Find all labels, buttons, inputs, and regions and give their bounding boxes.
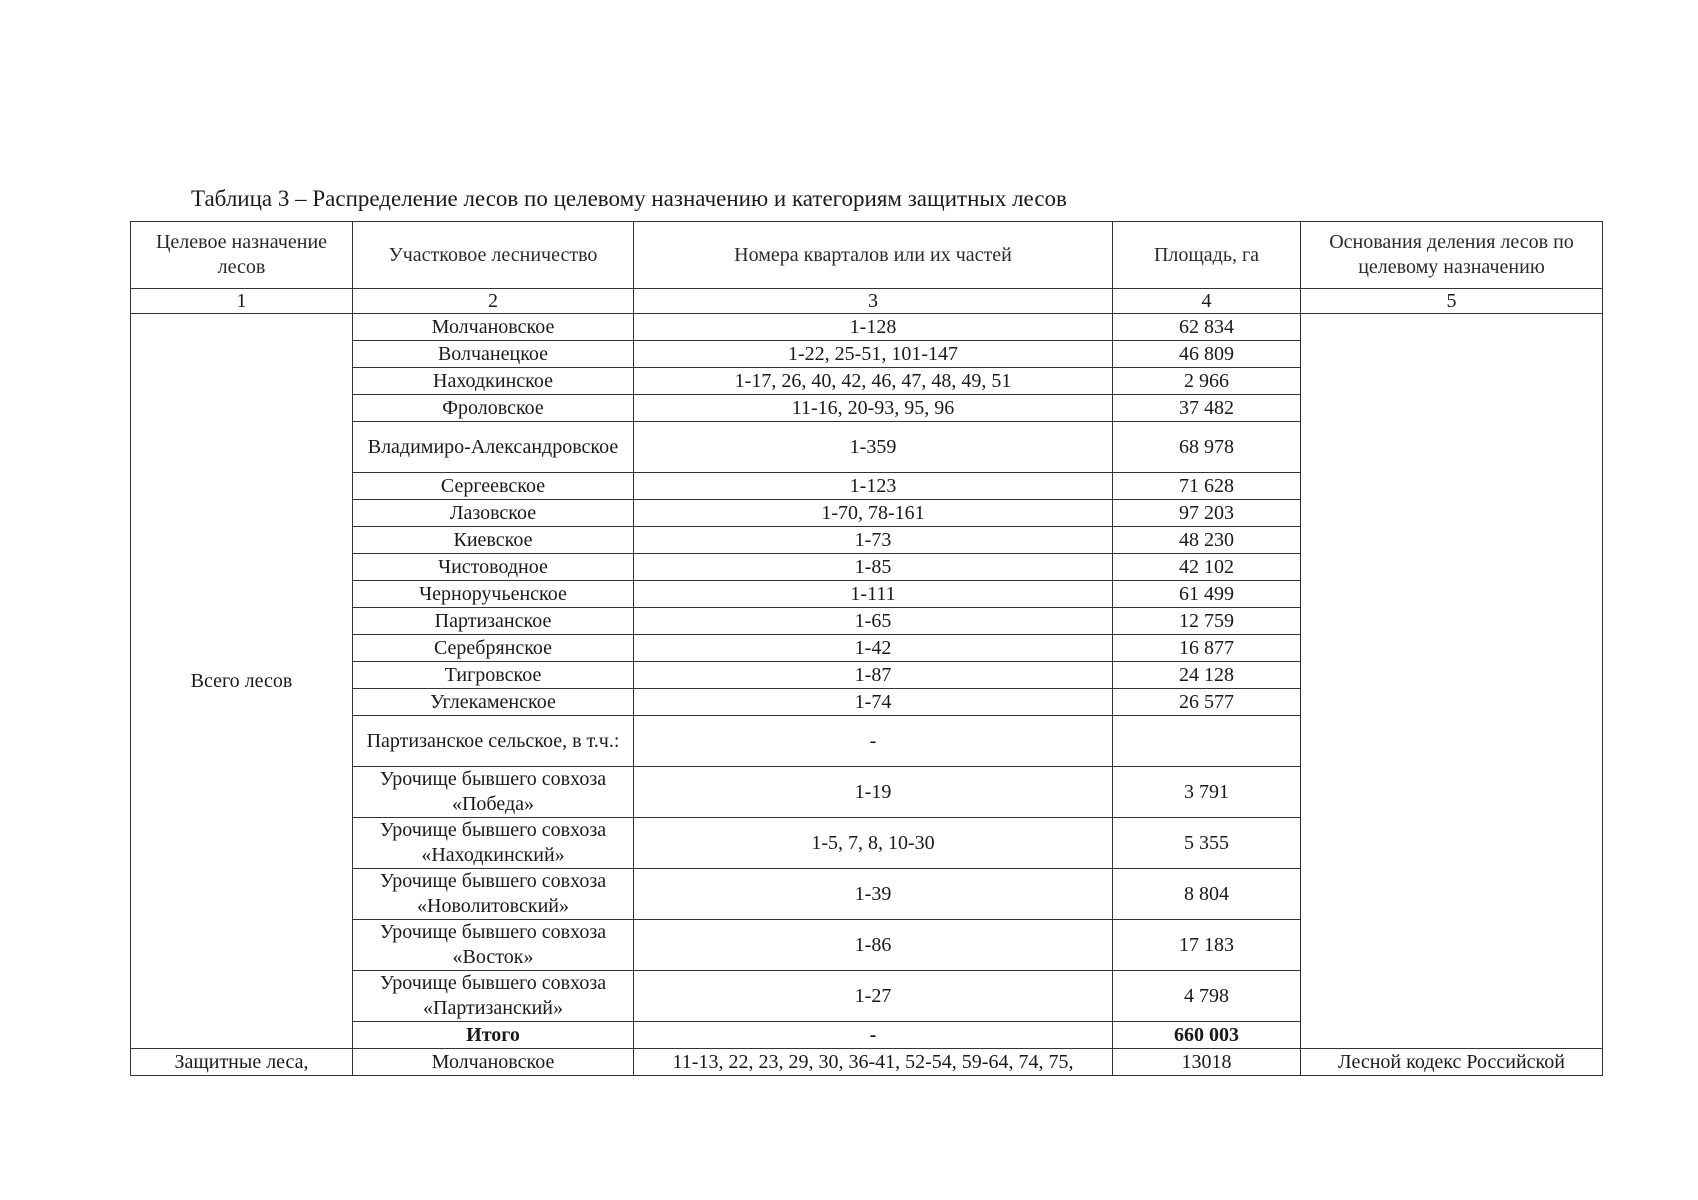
forestry-name-cell: Тигровское (353, 662, 634, 689)
area-cell: 26 577 (1113, 689, 1301, 716)
forestry-name-cell: Молчановское (353, 1049, 634, 1076)
forestry-name-cell: Находкинское (353, 368, 634, 395)
column-number: 3 (634, 289, 1113, 314)
area-cell: 2 966 (1113, 368, 1301, 395)
header-area: Площадь, га (1113, 222, 1301, 289)
quarters-cell: 11-16, 20-93, 95, 96 (634, 395, 1113, 422)
total-area-cell: 660 003 (1113, 1022, 1301, 1049)
header-purpose: Целевое назначение лесов (131, 222, 353, 289)
basis-cell (1301, 314, 1603, 1049)
forestry-name-cell: Урочище бывшего совхоза «Находкинский» (353, 818, 634, 869)
forestry-name-cell: Сергеевское (353, 473, 634, 500)
area-cell (1113, 716, 1301, 767)
area-cell: 5 355 (1113, 818, 1301, 869)
forestry-name-cell: Черноручьенское (353, 581, 634, 608)
area-cell: 16 877 (1113, 635, 1301, 662)
header-basis: Основания деления лесов по целевому назначению (1301, 222, 1603, 289)
forestry-name-cell: Партизанское (353, 608, 634, 635)
area-cell: 46 809 (1113, 341, 1301, 368)
quarters-cell: 1-123 (634, 473, 1113, 500)
total-label-cell: Итого (353, 1022, 634, 1049)
forestry-name-cell: Урочище бывшего совхоза «Новолитовский» (353, 869, 634, 920)
forestry-name-cell: Чистоводное (353, 554, 634, 581)
column-number: 5 (1301, 289, 1603, 314)
header-quarters: Номера кварталов или их частей (634, 222, 1113, 289)
forestry-name-cell: Молчановское (353, 314, 634, 341)
forestry-name-cell: Углекаменское (353, 689, 634, 716)
quarters-cell: 1-65 (634, 608, 1113, 635)
area-cell: 13018 (1113, 1049, 1301, 1076)
forestry-name-cell: Партизанское сельское, в т.ч.: (353, 716, 634, 767)
quarters-cell: 1-87 (634, 662, 1113, 689)
area-cell: 37 482 (1113, 395, 1301, 422)
quarters-cell: 1-39 (634, 869, 1113, 920)
area-cell: 3 791 (1113, 767, 1301, 818)
quarters-cell: - (634, 716, 1113, 767)
forestry-name-cell: Серебрянское (353, 635, 634, 662)
header-row (131, 222, 1603, 289)
quarters-cell: 1-359 (634, 422, 1113, 473)
quarters-cell: 1-70, 78-161 (634, 500, 1113, 527)
forest-distribution-table (130, 221, 1603, 1076)
purpose-cell: Защитные леса, (131, 1049, 353, 1076)
area-cell: 17 183 (1113, 920, 1301, 971)
area-cell: 62 834 (1113, 314, 1301, 341)
quarters-cell: 1-111 (634, 581, 1113, 608)
quarters-cell: 1-85 (634, 554, 1113, 581)
column-number: 2 (353, 289, 634, 314)
table-row (131, 314, 1603, 341)
area-cell: 4 798 (1113, 971, 1301, 1022)
area-cell: 12 759 (1113, 608, 1301, 635)
forestry-name-cell: Владимиро-Александровское (353, 422, 634, 473)
quarters-cell: 1-22, 25-51, 101-147 (634, 341, 1113, 368)
total-quarters-cell: - (634, 1022, 1113, 1049)
column-number: 1 (131, 289, 353, 314)
basis-cell: Лесной кодекс Российской (1301, 1049, 1603, 1076)
area-cell: 97 203 (1113, 500, 1301, 527)
table-caption: Таблица 3 – Распределение лесов по целевому назначению и категориям защитных лесов (191, 186, 1067, 211)
table-row (131, 1049, 1603, 1076)
forestry-name-cell: Киевское (353, 527, 634, 554)
quarters-cell: 1-86 (634, 920, 1113, 971)
forestry-name-cell: Урочище бывшего совхоза «Восток» (353, 920, 634, 971)
forestry-name-cell: Урочище бывшего совхоза «Партизанский» (353, 971, 634, 1022)
area-cell: 61 499 (1113, 581, 1301, 608)
quarters-cell: 1-128 (634, 314, 1113, 341)
quarters-cell: 1-73 (634, 527, 1113, 554)
forestry-name-cell: Волчанецкое (353, 341, 634, 368)
forestry-name-cell: Фроловское (353, 395, 634, 422)
quarters-cell: 1-17, 26, 40, 42, 46, 47, 48, 49, 51 (634, 368, 1113, 395)
area-cell: 8 804 (1113, 869, 1301, 920)
area-cell: 68 978 (1113, 422, 1301, 473)
quarters-cell: 1-74 (634, 689, 1113, 716)
forestry-name-cell: Лазовское (353, 500, 634, 527)
area-cell: 71 628 (1113, 473, 1301, 500)
quarters-cell: 1-42 (634, 635, 1113, 662)
quarters-cell: 1-5, 7, 8, 10-30 (634, 818, 1113, 869)
area-cell: 24 128 (1113, 662, 1301, 689)
area-cell: 42 102 (1113, 554, 1301, 581)
column-number: 4 (1113, 289, 1301, 314)
column-number-row (131, 289, 1603, 314)
group-label-cell: Всего лесов (131, 314, 353, 1049)
quarters-cell: 1-27 (634, 971, 1113, 1022)
area-cell: 48 230 (1113, 527, 1301, 554)
forestry-name-cell: Урочище бывшего совхоза «Победа» (353, 767, 634, 818)
quarters-cell: 11-13, 22, 23, 29, 30, 36-41, 52-54, 59-64, 74, 75, (634, 1049, 1113, 1076)
header-forestry: Участковое лесничество (353, 222, 634, 289)
quarters-cell: 1-19 (634, 767, 1113, 818)
